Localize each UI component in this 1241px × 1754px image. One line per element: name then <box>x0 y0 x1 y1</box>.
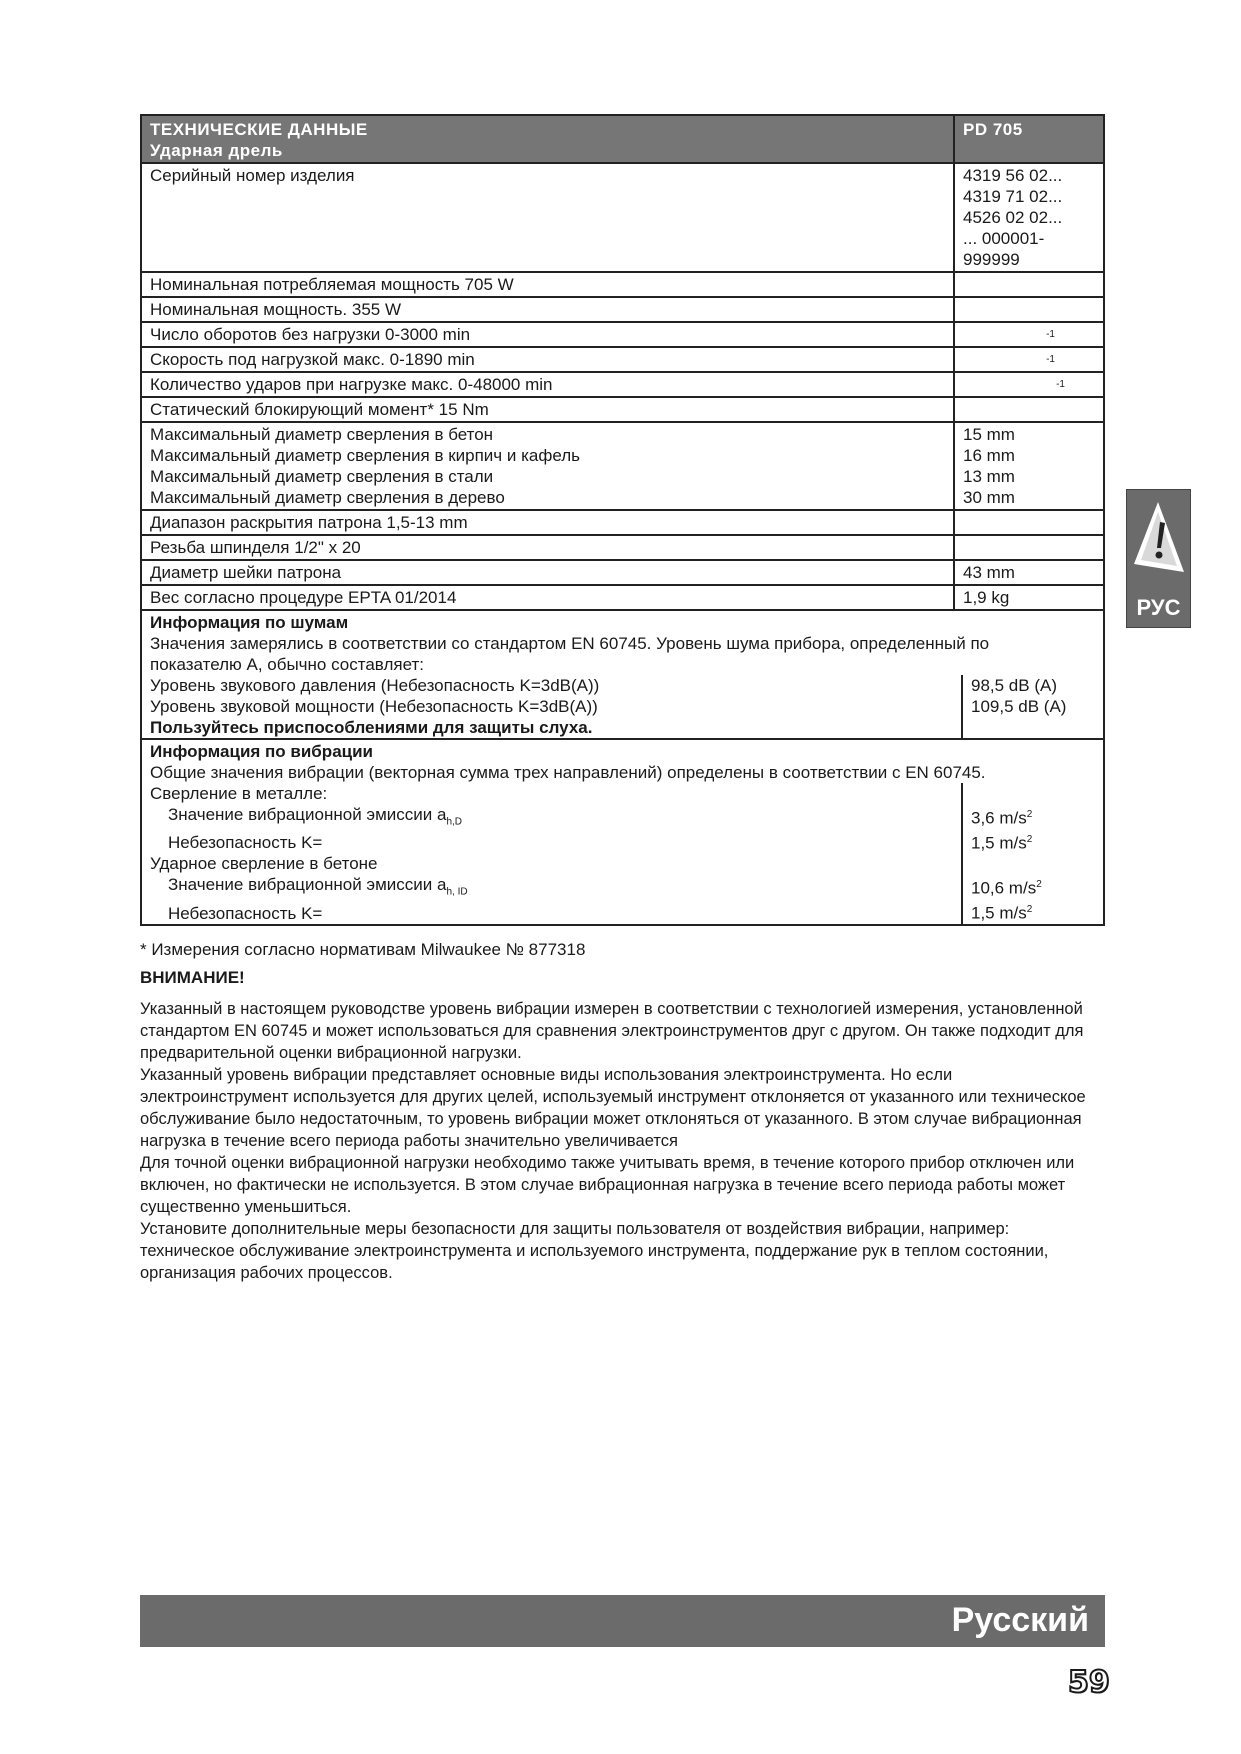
technical-data-table <box>140 114 1105 926</box>
concrete-uncertainty-value: 1,5 $m/s^2$ <box>971 903 1033 923</box>
table-row <box>141 272 1104 297</box>
vibration-intro: Общие значения вибрации (векторная сумма трех направлений) определены в соответствии с EN 60745. <box>150 763 986 782</box>
row-label: Число оборотов без нагрузки 0-3000 min <box>141 322 954 347</box>
warning-triangle-icon <box>1130 498 1187 578</box>
row-label: Диаметр шейки патрона <box>141 560 954 585</box>
row-value <box>954 535 1104 560</box>
header-title-cell <box>141 115 954 163</box>
table-row <box>141 347 1104 372</box>
noise-title: Информация по шумам <box>150 613 349 632</box>
row-label: Максимальный диаметр сверления в кирпич и кафель <box>150 446 581 465</box>
serial-value: 4319 56 02... <box>963 166 1063 185</box>
sound-power-value: 109,5 dB (A) <box>971 697 1067 716</box>
warning-title: ВНИМАНИЕ! <box>140 968 245 987</box>
note-paragraph: Указанный в настоящем руководстве уровень вибрации измерен в соответствии с технологией измерения, установленной стандартом EN 60745 и может использоваться для сравнения электроинструментов друг с другом. Он также подходит для предварительной оценки вибрационной нагрузки. <box>140 1000 1084 1062</box>
metal-emission-value: 3,6 $m/s^2$ <box>971 808 1033 828</box>
sound-power-label: Уровень звуковой мощности (Небезопасность K=3dB(A)) <box>150 697 598 716</box>
table-row <box>141 397 1104 422</box>
row-label: Скорость под нагрузкой макс. 0-1890 min <box>141 347 954 372</box>
row-value <box>954 272 1104 297</box>
row-value: 43 mm <box>954 560 1104 585</box>
row-label: Номинальная мощность. 355 W <box>141 297 954 322</box>
side-tab-language: РУС <box>1136 595 1181 620</box>
table-header <box>141 115 1104 163</box>
table-row <box>141 510 1104 535</box>
row-label: Количество ударов при нагрузке макс. 0-48000 min <box>141 372 954 397</box>
sound-pressure-label: Уровень звукового давления (Небезопасность K=3dB(A)) <box>150 676 600 695</box>
hearing-protection-warning: Пользуйтесь приспособлениями для защиты слуха. <box>150 718 593 737</box>
table-row <box>141 372 1104 397</box>
vibration-section <box>141 739 1104 925</box>
row-label: Статический блокирующий момент* 15 Nm <box>141 397 954 422</box>
note-paragraph: Для точной оценки вибрационной нагрузки необходимо также учитывать время, в течение которого прибор отключен или включен, но фактически не используется. В этом случае вибрационная нагрузка в течение всего периода работы может существенно уменьшиться. <box>140 1154 1075 1216</box>
table-row <box>141 535 1104 560</box>
row-label: Максимальный диаметр сверления в дерево <box>150 488 505 507</box>
serial-value: 4526 02 02... <box>963 208 1063 227</box>
row-label: Резьба шпинделя 1/2" x 20 <box>141 535 954 560</box>
row-label: Диапазон раскрытия патрона 1,5-13 mm <box>141 510 954 535</box>
table-row <box>141 163 1104 272</box>
concrete-uncertainty-label: Небезопасность K= <box>168 903 323 923</box>
header-model: PD 705 <box>954 115 1104 163</box>
metal-emission-label: Значение вибрационной эмиссии $a_{h,D}$ <box>168 805 463 828</box>
row-value: -1 <box>1046 354 1055 365</box>
row-value: 15 mm <box>963 425 1015 444</box>
row-label: Максимальный диаметр сверления в бетон <box>150 425 494 444</box>
serial-value: ... 000001-999999 <box>963 229 1045 269</box>
serial-label: Серийный номер изделия <box>141 163 954 272</box>
noise-values <box>150 675 1103 738</box>
row-value <box>954 297 1104 322</box>
table-row <box>141 422 1104 510</box>
concrete-emission-value: 10,6 $m/s^2$ <box>971 878 1042 898</box>
serial-value: 4319 71 02... <box>963 187 1063 206</box>
concrete-emission-label: Значение вибрационной эмиссии $a_{h, ID}$ <box>168 875 468 898</box>
footnote: * Измерения согласно нормативам Milwaukee № 877318 <box>140 940 586 959</box>
drill-labels <box>141 422 954 510</box>
row-value <box>954 510 1104 535</box>
page-number: 59 <box>1068 1665 1110 1700</box>
table-row <box>141 560 1104 585</box>
drill-values <box>954 422 1104 510</box>
row-value: 1,9 kg <box>954 585 1104 610</box>
noise-section <box>141 610 1104 739</box>
row-value: 30 mm <box>963 488 1015 507</box>
note-paragraph: Указанный уровень вибрации представляет основные виды использования электроинструмента. Но если электроинструмент используется для других целей, используемый инструмент отклоняется от указанного или техническое обслуживание было недостаточным, то уровень вибрации может отклоняться от указанного. В этом случае вибрационная нагрузка в течение всего периода работы значительно увеличивается <box>140 1066 1086 1150</box>
metal-uncertainty-label: Небезопасность K= <box>168 833 323 853</box>
table-row <box>141 585 1104 610</box>
row-value: 16 mm <box>963 446 1015 465</box>
row-label: Номинальная потребляемая мощность 705 W <box>141 272 954 297</box>
metal-uncertainty-value: 1,5 $m/s^2$ <box>971 833 1033 853</box>
footer-bar <box>140 1595 1105 1647</box>
row-value: -1 <box>1056 379 1065 390</box>
row-value: -1 <box>1046 329 1055 340</box>
language-side-tab <box>1126 489 1191 628</box>
header-title: ТЕХНИЧЕСКИЕ ДАННЫЕ <box>150 120 368 139</box>
footer-language: Русский <box>951 1601 1089 1639</box>
table-row <box>141 322 1104 347</box>
vibration-title: Информация по вибрации <box>150 742 374 761</box>
row-value <box>954 397 1104 422</box>
row-value: 13 mm <box>963 467 1015 486</box>
note-paragraph: Установите дополнительные меры безопасности для защиты пользователя от воздействия вибрации, например: техническое обслуживание электроинструмента и используемого инструмента, поддержание рук в теплом состоянии, организация рабочих процессов. <box>140 1220 1049 1282</box>
metal-drilling-title: Сверление в металле: <box>150 784 328 803</box>
row-label: Вес согласно процедуре EPTA 01/2014 <box>141 585 954 610</box>
sound-pressure-value: 98,5 dB (A) <box>971 676 1057 695</box>
table-row <box>141 297 1104 322</box>
serial-values <box>954 163 1104 272</box>
vibration-values <box>150 783 1103 924</box>
warning-notes <box>140 998 1105 1284</box>
noise-intro: Значения замерялись в соответствии со стандартом EN 60745. Уровень шума прибора, определенный по показателю А, обычно составляет: <box>150 634 990 674</box>
header-subtitle: Ударная дрель <box>150 141 283 160</box>
row-label: Максимальный диаметр сверления в стали <box>150 467 494 486</box>
concrete-drilling-title: Ударное сверление в бетоне <box>150 854 378 874</box>
